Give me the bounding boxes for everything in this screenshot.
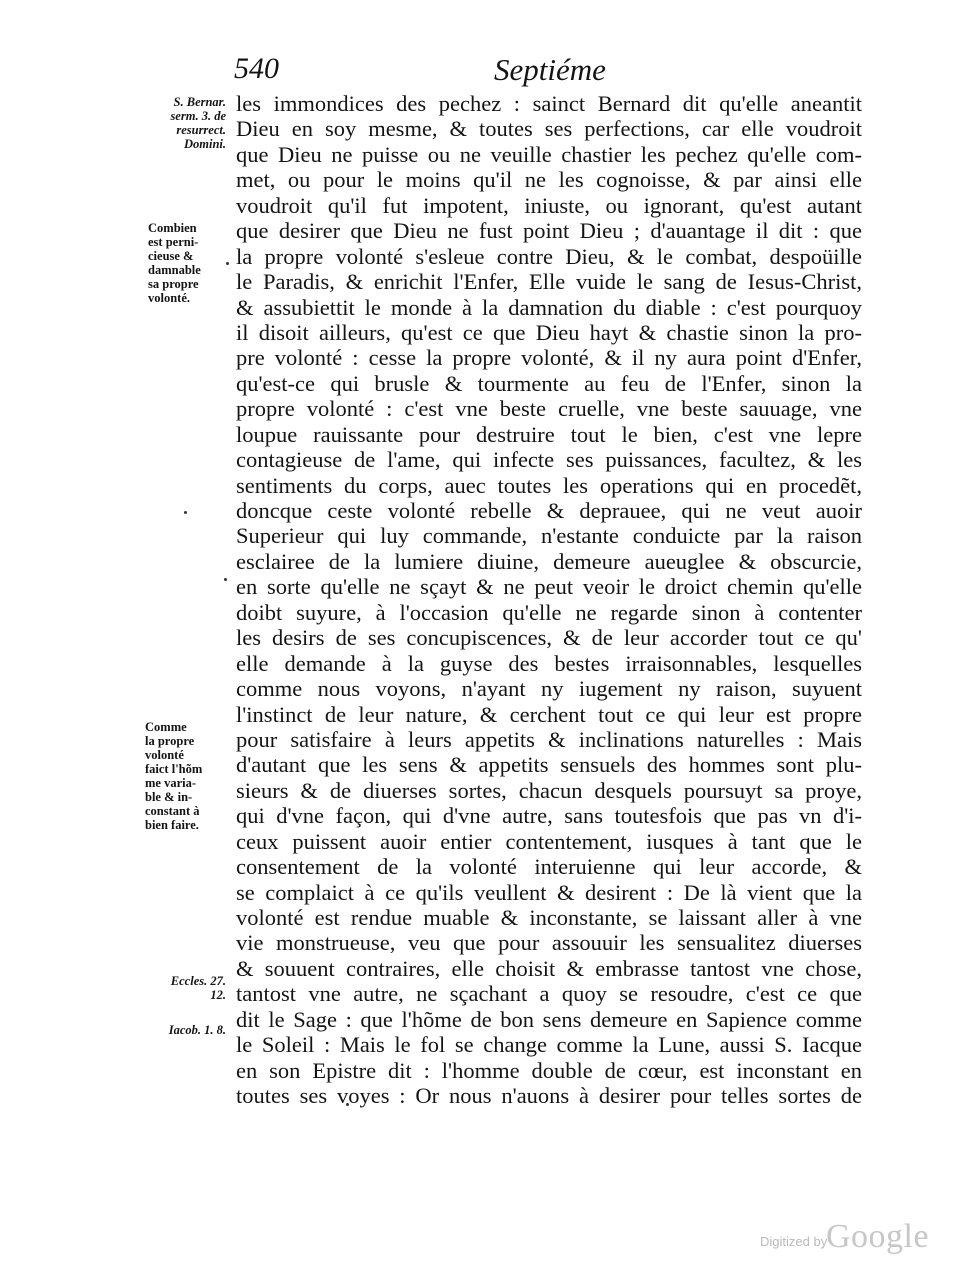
body-line: sieurs & de diuerses sortes, chacun desquels poursuyt sa proye, [236,777,862,803]
page-number: 540 [234,52,279,85]
margin-note-comme-la-propre: Comme la propre volonté faict l'hõm me varia- ble & in- constant à bien faire. [145,720,203,832]
stray-mark [226,262,229,265]
body-line: que desirer que Dieu ne fust point Dieu ; d'auantage il dit : que [236,218,862,244]
body-line: doncque ceste volonté rebelle & deprauee, qui ne veut auoir [236,498,862,523]
body-line: tantost vne autre, ne sçachant a quoy se resoudre, c'est ce que [236,981,862,1007]
body-line: ceux puissent auoir entier contentement, iusques à tant que le [236,828,862,854]
body-line: pre volonté : cesse la propre volonté, & il ny aura point d'Enfer, [236,345,862,371]
page-header [0,52,967,92]
body-text [236,91,862,1109]
body-line: vie monstrueuse, veu que pour assouuir les sensualitez diuerses [236,930,862,956]
body-line: le Paradis, & enrichit l'Enfer, Elle vuide le sang de Iesus-Christ, [236,269,862,295]
body-line: pour satisfaire à leurs appetits & inclinations naturelles : Mais [236,726,862,752]
body-line: se complaict à ce qu'ils veullent & desirent : De là vient que la [236,879,862,905]
digitized-by-google-watermark [760,1218,930,1258]
body-line: sentiments du corps, auec toutes les operations qui en procedẽt, [236,472,862,498]
body-line: Superieur qui luy commande, n'estante conduicte par la raison [236,523,862,549]
stray-mark [224,578,227,581]
body-line: il disoit ailleurs, qu'est ce que Dieu hayt & chastie sinon la pro- [236,319,862,345]
body-line: elle demande à la guyse des bestes irraisonnables, lesquelles [236,650,862,676]
body-line: esclairee de la lumiere diuine, demeure aueuglee & obscurcie, [236,548,862,574]
digitized-by-label: Digitized by [760,1234,828,1249]
body-line: le Soleil : Mais le fol se change comme la Lune, aussi S. Iacque [236,1032,862,1058]
margin-note-iacob: Iacob. 1. 8. [168,1023,226,1037]
body-line: les immondices des pechez : sainct Bernard dit qu'elle aneantit [236,91,862,116]
body-line: consentement de la volonté interuienne qui leur accorde, & [236,854,862,880]
body-line: que Dieu ne puisse ou ne veuille chastier les pechez qu'elle com- [236,141,862,167]
body-line: les desirs de ses concupiscences, & de leur accorder tout ce qu' [236,625,862,651]
body-line: contagieuse de l'ame, qui infecte ses puissances, facultez, & les [236,447,862,473]
body-line: qu'est-ce qui brusle & tourmente au feu de l'Enfer, sinon la [236,370,862,396]
body-line: voudroit qu'il fut impotent, iniuste, ou ignorant, qu'est autant [236,192,862,218]
body-line: comme nous voyons, n'ayant ny iugement ny raison, suyuent [236,676,862,702]
body-line: dit le Sage : que l'hõme de bon sens demeure en Sapience comme [236,1006,862,1032]
body-line: Dieu en soy mesme, & toutes ses perfections, car elle voudroit [236,116,862,142]
body-line: d'autant que les sens & appetits sensuels des hommes sont plu- [236,752,862,778]
body-line: la propre volonté s'esleue contre Dieu, & le combat, despoüille [236,243,862,269]
margin-note-eccles: Eccles. 27. 12. [170,974,226,1002]
body-line: toutes ses voyes : Or nous n'auons à desirer pour telles sortes de [236,1083,862,1109]
google-logo: Google [826,1218,930,1255]
body-line: en son Epistre dit : l'homme double de cœur, est inconstant en [236,1057,862,1083]
body-line: qui d'vne façon, qui d'vne autre, sans toutesfois que pas vn d'i- [236,803,862,829]
body-line: l'instinct de leur nature, & cerchent tout ce qui leur est propre [236,701,862,727]
body-line: doibt suyure, à l'occasion qu'elle ne regarde sinon à contenter [236,599,862,625]
margin-note-bernard: S. Bernar. serm. 3. de resurrect. Domini. [170,95,226,151]
body-line: en sorte qu'elle ne sçayt & ne peut veoir le droict chemin qu'elle [236,574,862,600]
body-line: met, ou pour le moins qu'il ne les cognoisse, & par ainsi elle [236,167,862,193]
body-line: volonté est rendue muable & inconstante, se laissant aller à vne [236,905,862,930]
body-line: & souuent contraires, elle choisit & embrasse tantost vne chose, [236,955,862,981]
body-line: & assubiettit le monde à la damnation du diable : c'est pourquoy [236,294,862,320]
body-line: propre volonté : c'est vne beste cruelle, vne beste sauuage, vne [236,396,862,422]
running-title: Septiéme [494,52,606,87]
stray-mark [184,511,187,514]
body-line: loupue rauissante pour destruire tout le bien, c'est vne lepre [236,421,862,447]
margin-note-propre-volonte: Combien est perni- cieuse & damnable sa propre volonté. [148,221,201,305]
